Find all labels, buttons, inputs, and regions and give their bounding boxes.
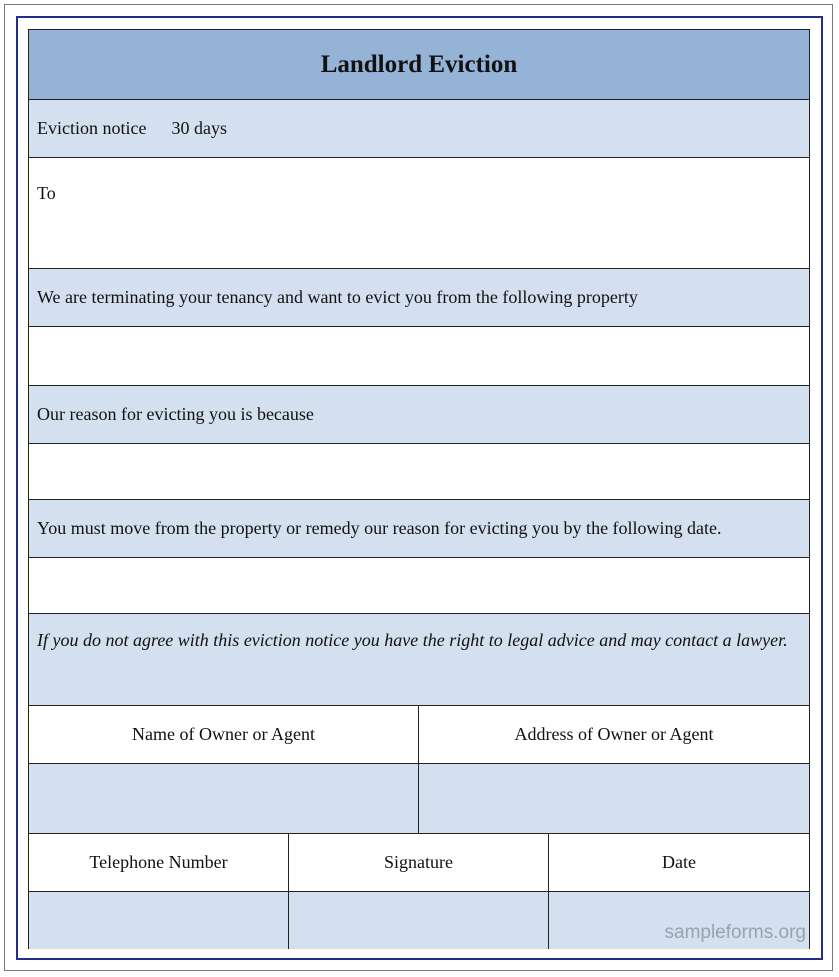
reason-field[interactable] (29, 444, 809, 500)
contact-header-row (29, 834, 809, 892)
notice-row (29, 100, 809, 158)
terminating-label: We are terminating your tenancy and want to evict you from the following property (29, 269, 809, 327)
reason-label: Our reason for evicting you is because (29, 386, 809, 444)
signature-header: Signature (289, 834, 549, 891)
notice-value: 30 days (171, 118, 227, 138)
property-field[interactable] (29, 327, 809, 386)
watermark: sampleforms.org (664, 922, 806, 943)
owner-name-field[interactable] (29, 764, 419, 833)
to-field[interactable] (29, 158, 809, 269)
telephone-header: Telephone Number (29, 834, 289, 891)
date-header: Date (661, 852, 696, 872)
telephone-field[interactable] (29, 892, 289, 949)
owner-input-row (29, 764, 809, 834)
owner-address-field[interactable] (419, 764, 809, 833)
owner-address-header: Address of Owner or Agent (514, 724, 714, 744)
owner-name-header: Name of Owner or Agent (29, 706, 419, 763)
eviction-form (28, 29, 810, 949)
move-date-field[interactable] (29, 558, 809, 614)
notice-label: Eviction notice (37, 118, 147, 138)
signature-field[interactable] (289, 892, 549, 949)
move-date-label: You must move from the property or remedy our reason for evicting you by the following date. (29, 500, 809, 558)
form-title: Landlord Eviction (29, 30, 809, 100)
to-label: To (37, 183, 56, 203)
owner-header-row (29, 706, 809, 764)
legal-advice-note: If you do not agree with this eviction notice you have the right to legal advice and may contact a lawyer. (29, 614, 809, 706)
